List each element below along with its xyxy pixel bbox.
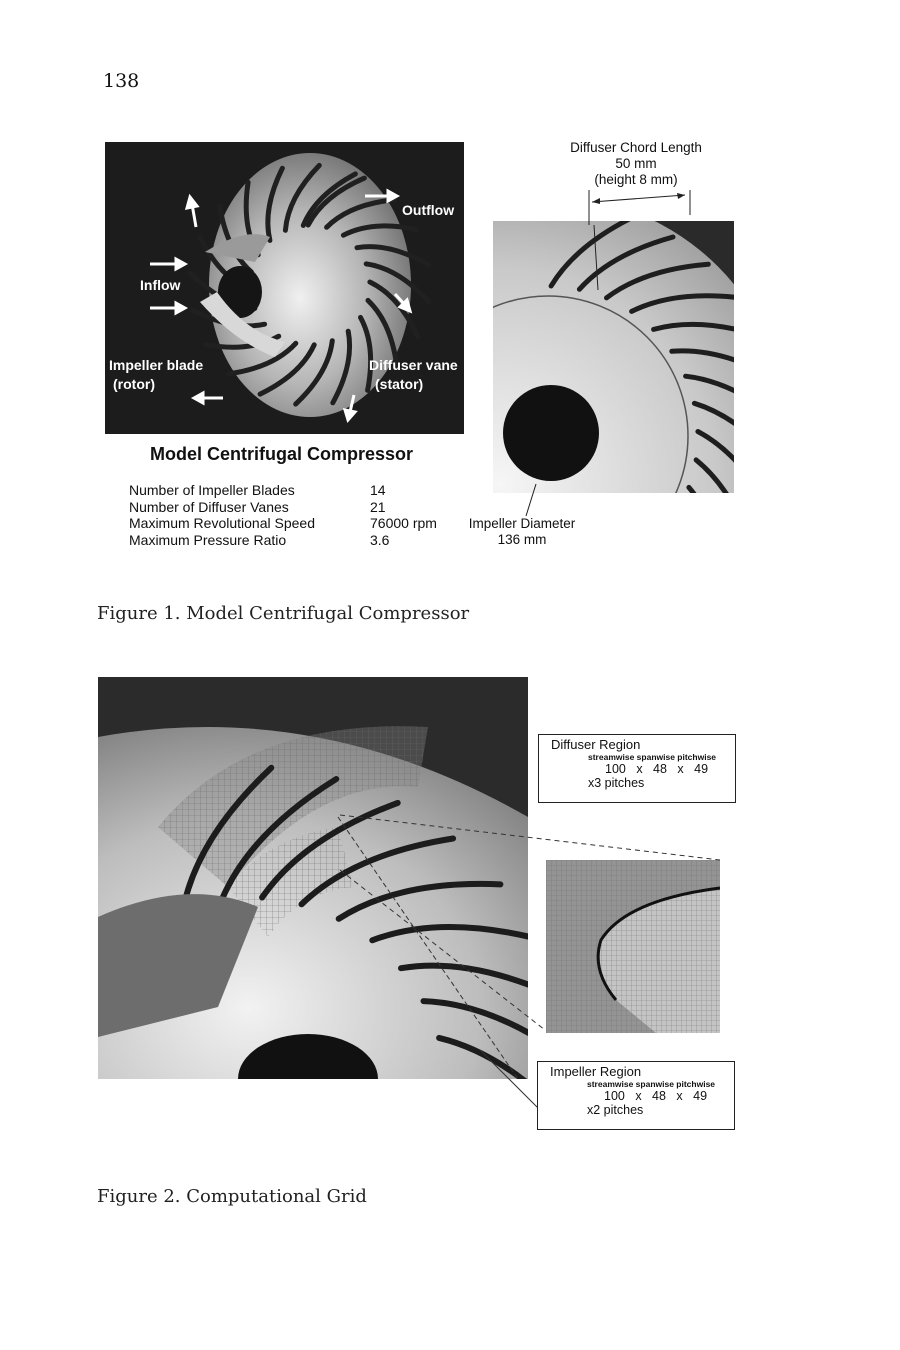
- page-number: 138: [103, 70, 140, 92]
- diffuser-region-dims: 100 x 48 x 49: [605, 762, 709, 776]
- chord-dimension-lines: [580, 185, 700, 295]
- impeller-diameter-annotation: [455, 516, 589, 548]
- impeller-blade-label: Impeller blade: [109, 357, 204, 373]
- spec-value-pressure-ratio: 3.6: [370, 531, 390, 548]
- spec-name-max-speed: Maximum Revolutional Speed: [129, 515, 315, 531]
- spec-value-impeller-blades: 14: [370, 482, 386, 498]
- outflow-label: Outflow: [402, 202, 455, 218]
- diffuser-chord-line2: 50 mm: [615, 156, 657, 171]
- diffuser-region-title: Diffuser Region: [551, 737, 641, 752]
- diffuser-region-pitches: x3 pitches: [588, 776, 645, 790]
- spec-value-max-speed: 76000 rpm: [370, 515, 437, 531]
- impeller-region-dims: 100 x 48 x 49: [604, 1089, 708, 1103]
- spec-value-diffuser-vanes: 21: [370, 498, 386, 515]
- compressor-photo: [105, 142, 464, 434]
- impeller-diameter-leader: [518, 480, 548, 520]
- impeller-region-title: Impeller Region: [550, 1064, 642, 1079]
- compressor-title: Model Centrifugal Compressor: [150, 444, 414, 464]
- impeller-region-box: [537, 1061, 735, 1130]
- spec-name-diffuser-vanes: Number of Diffuser Vanes: [129, 498, 289, 515]
- spec-name-pressure-ratio: Maximum Pressure Ratio: [129, 531, 287, 548]
- rotor-label: (rotor): [113, 376, 155, 392]
- inflow-label: Inflow: [140, 277, 181, 293]
- impeller-region-pitches: x2 pitches: [587, 1103, 644, 1117]
- diffuser-chord-annotation: [548, 140, 724, 188]
- diffuser-chord-line1: Diffuser Chord Length: [570, 140, 702, 155]
- figure1-caption: Figure 1. Model Centrifugal Compressor: [97, 603, 470, 624]
- stator-label: (stator): [375, 376, 424, 392]
- impeller-diameter-line2: 136 mm: [497, 532, 547, 547]
- diffuser-chord-line3: (height 8 mm): [594, 172, 678, 187]
- figure2-caption: Figure 2. Computational Grid: [97, 1186, 367, 1207]
- spec-name-impeller-blades: Number of Impeller Blades: [129, 482, 295, 498]
- diffuser-vane-label: Diffuser vane: [369, 357, 458, 373]
- diffuser-region-box: [538, 734, 736, 803]
- impeller-diameter-line1: Impeller Diameter: [468, 516, 576, 531]
- impeller-region-axes: streamwise spanwise pitchwise: [587, 1079, 716, 1089]
- diffuser-region-axes: streamwise spanwise pitchwise: [588, 752, 717, 762]
